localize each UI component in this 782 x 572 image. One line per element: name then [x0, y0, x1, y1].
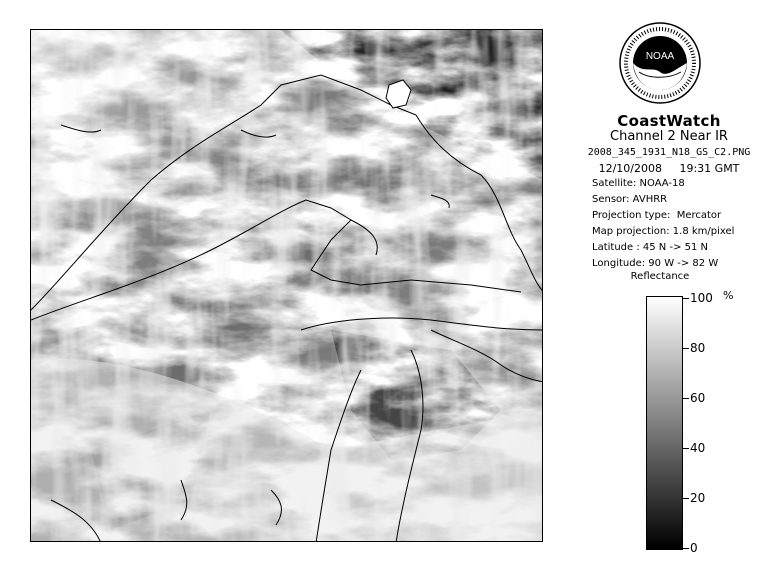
colorbar-tick [683, 498, 689, 499]
meta-projection-type [592, 210, 721, 221]
meta-latitude [592, 242, 708, 253]
colorbar-tick [683, 348, 689, 349]
meta-label: Projection type: [592, 210, 671, 221]
colorbar-title: Reflectance [630, 271, 690, 282]
meta-value: Mercator [676, 210, 722, 221]
meta-label: Sensor: [592, 194, 630, 205]
acquisition-date: 12/10/2008 [598, 162, 662, 175]
meta-longitude [592, 258, 718, 269]
meta-map-projection [592, 226, 734, 237]
colorbar-tick-label: 100 [690, 291, 713, 305]
meta-value: 1.8 km/pixel [672, 226, 735, 237]
meta-label: Longitude: [592, 258, 646, 269]
meta-value: 45 N -> 51 N [642, 242, 709, 253]
colorbar-tick [683, 298, 689, 299]
colorbar-tick [683, 398, 689, 399]
meta-satellite [592, 178, 685, 189]
colorbar-tick [683, 448, 689, 449]
meta-label: Latitude : [592, 242, 640, 253]
logo-agency-text: NOAA [645, 51, 675, 62]
noaa-logo-icon [619, 22, 701, 104]
meta-value: AVHRR [632, 194, 668, 205]
colorbar-tick-label: 80 [690, 341, 706, 355]
satellite-map[interactable] [30, 29, 543, 542]
acquisition-datetime [564, 162, 774, 175]
colorbar-unit: % [723, 289, 734, 302]
colorbar-tick-label: 40 [690, 441, 706, 455]
brand-title: CoastWatch [617, 112, 721, 130]
file-name: 2008_345_1931_N18_GS_C2.PNG [587, 147, 751, 158]
colorbar-tick-label: 60 [690, 391, 706, 405]
channel-title: Channel 2 Near IR [610, 129, 728, 144]
reflectance-colorbar [646, 296, 683, 550]
colorbar-tick-label: 20 [690, 491, 706, 505]
satellite-imagery [31, 30, 543, 542]
meta-sensor [592, 194, 667, 205]
colorbar-tick-label: 0 [690, 541, 698, 555]
meta-label: Satellite: [592, 178, 637, 189]
colorbar-tick [683, 548, 689, 549]
meta-label: Map projection: [592, 226, 670, 237]
acquisition-time: 19:31 GMT [679, 162, 740, 175]
meta-value: NOAA-18 [639, 178, 685, 189]
meta-value: 90 W -> 82 W [648, 258, 719, 269]
